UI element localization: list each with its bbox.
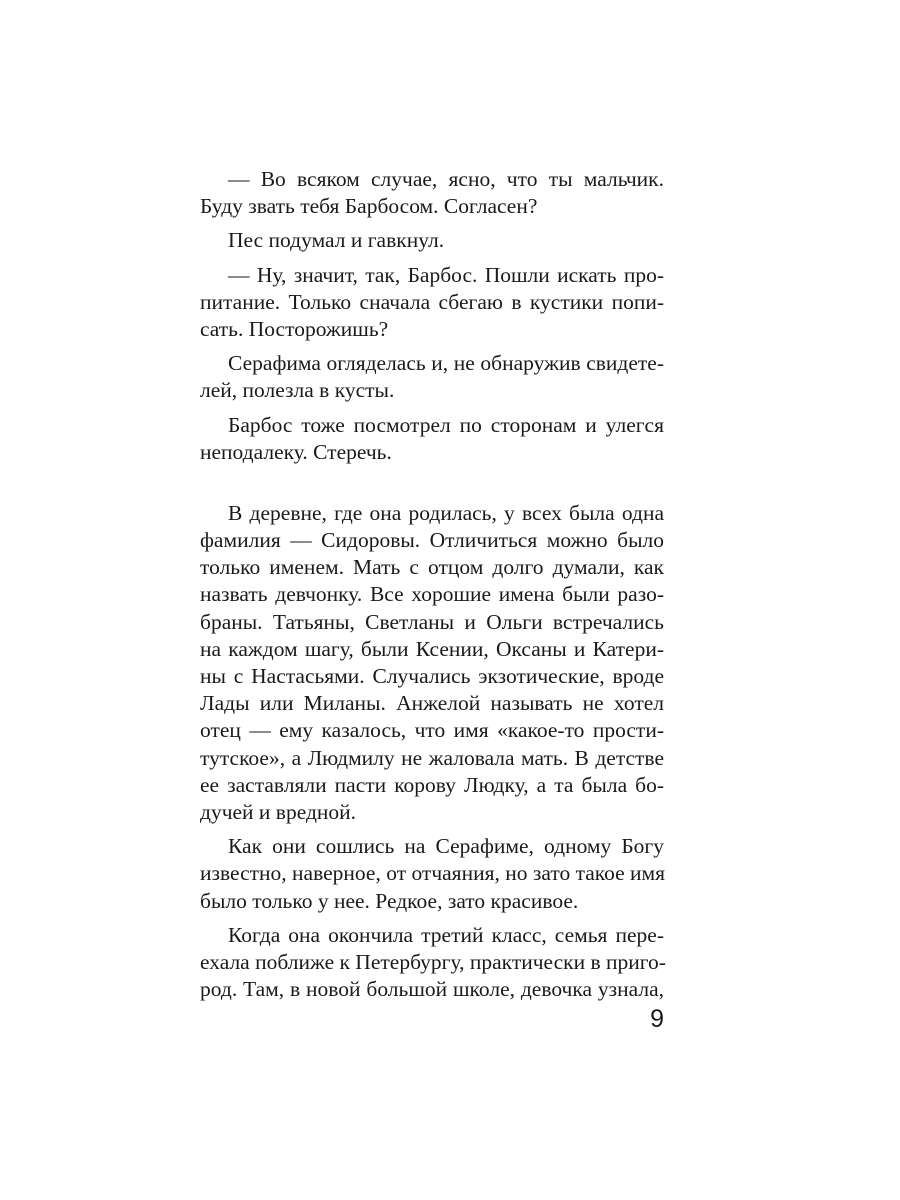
text-line: Буду звать тебя Барбосом. Согласен? <box>200 194 538 219</box>
text-line: Барбос тоже посмотрел по сторонам и улегся <box>228 412 664 437</box>
text-line: сать. Посторожишь? <box>200 316 389 341</box>
text-line: неподалеку. Стеречь. <box>200 439 392 464</box>
text-line: Пес подумал и гавкнул. <box>228 228 445 253</box>
text-line: на каждом шагу, были Ксении, Оксаны и Катери- <box>200 636 664 661</box>
text-line: фамилия — Сидоровы. Отличиться можно было <box>200 528 664 553</box>
paragraph <box>200 350 664 404</box>
text-line: ехала поближе к Петербургу, практически в приго- <box>200 949 666 974</box>
paragraph <box>200 166 664 220</box>
text-line: — Ну, значит, так, Барбос. Пошли искать про- <box>228 262 664 287</box>
text-line: назвать девчонку. Все хорошие имена были разо- <box>200 582 664 607</box>
paragraph <box>200 833 664 915</box>
text-line: лей, полезла в кусты. <box>200 378 395 403</box>
text-line: питание. Только сначала сбегаю в кустики попи- <box>200 289 664 314</box>
text-line: отец — ему казалось, что имя «какое-то прости- <box>200 718 664 743</box>
text-line: В деревне, где она родилась, у всех была одна <box>228 500 664 525</box>
paragraph <box>200 227 664 254</box>
paragraph <box>200 500 664 826</box>
text-line: ны с Настасьями. Случались экзотические, вроде <box>200 664 664 688</box>
text-line: было только у нее. Редкое, зато красивое. <box>200 888 579 913</box>
text-line: ее заставляли пасти корову Людку, а та была бо- <box>200 772 664 797</box>
page-number: 9 <box>650 1005 664 1033</box>
text-line: Когда она окончила третий класс, семья пере- <box>228 922 664 947</box>
paragraph <box>200 412 664 466</box>
text-line: браны. Татьяны, Светланы и Ольги встречались <box>200 609 664 634</box>
page-body <box>200 166 664 1003</box>
text-line: Серафима огляделась и, не обнаружив свидете- <box>228 351 664 376</box>
text-line: Как они сошлись на Серафиме, одному Богу <box>228 834 664 859</box>
text-line: — Во всяком случае, ясно, что ты мальчик. <box>228 167 664 191</box>
text-line: род. Там, в новой большой школе, девочка узнала, <box>200 977 664 1002</box>
text-line: тутское», а Людмилу не жаловала мать. В детстве <box>200 745 664 770</box>
text-line: известно, наверное, от отчаяния, но зато такое имя <box>200 861 666 886</box>
text-line: Лады или Миланы. Анжелой называть не хотел <box>200 691 664 716</box>
paragraph <box>200 922 664 1004</box>
paragraph <box>200 262 664 344</box>
text-line: дучей и вредной. <box>200 799 357 824</box>
section-break <box>200 466 664 500</box>
text-line: только именем. Мать с отцом долго думали, как <box>200 555 664 580</box>
